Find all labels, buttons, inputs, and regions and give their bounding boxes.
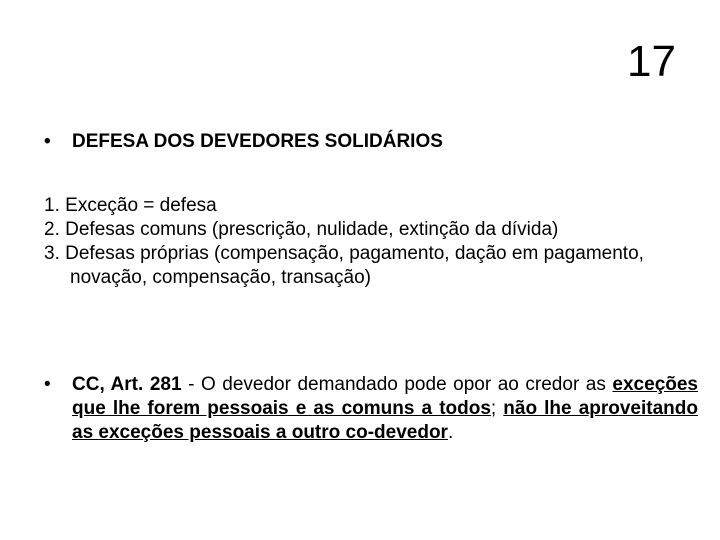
article-reference: CC, Art. 281 bbox=[72, 374, 182, 395]
article-paragraph bbox=[44, 373, 698, 445]
list-text: Exceção = defesa bbox=[65, 195, 217, 216]
list-number: 2. bbox=[44, 219, 60, 240]
bullet-icon: • bbox=[44, 131, 51, 152]
list-item bbox=[44, 218, 674, 242]
numbered-list bbox=[44, 194, 674, 290]
slide-number: 17 bbox=[627, 37, 676, 86]
list-number: 3. bbox=[44, 243, 60, 264]
list-text: Defesas comuns (prescrição, nulidade, extinção da dívida) bbox=[65, 219, 559, 240]
article-end: . bbox=[447, 422, 454, 443]
article-emphasis-1: exceções que lhe forem pessoais e as comuns a todos bbox=[72, 374, 698, 419]
article-text: - O devedor demandado pode opor ao credor as bbox=[181, 374, 613, 395]
list-item bbox=[44, 194, 674, 218]
list-number: 1. bbox=[44, 195, 60, 216]
article-separator: ; bbox=[490, 398, 504, 419]
section-heading bbox=[44, 131, 674, 153]
article-emphasis-2: não lhe aproveitando as exceções pessoais a outro co-devedor bbox=[72, 398, 698, 443]
bullet-icon: • bbox=[44, 374, 51, 395]
heading-text: DEFESA DOS DEVEDORES SOLIDÁRIOS bbox=[72, 131, 443, 152]
list-text: Defesas próprias (compensação, pagamento, dação em pagamento, novação, compensação, transação) bbox=[65, 243, 644, 288]
list-item bbox=[44, 242, 674, 290]
